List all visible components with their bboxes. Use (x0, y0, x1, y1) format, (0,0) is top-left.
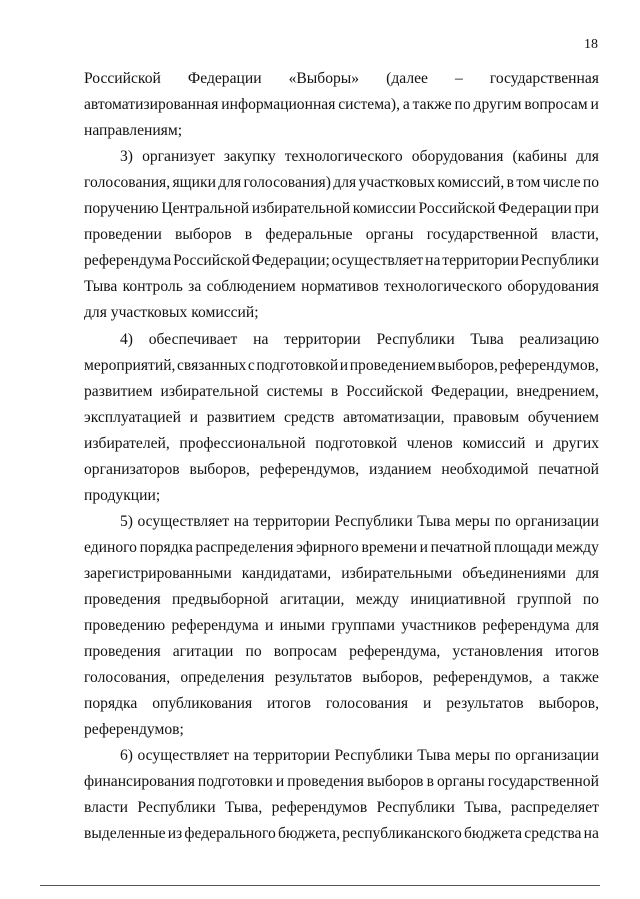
word: избирательной (160, 382, 259, 400)
word: подготовкой (256, 356, 339, 374)
word: Российской (173, 252, 250, 270)
word: Федерации (187, 70, 262, 87)
word: обучением (527, 408, 599, 426)
word: порядка (139, 538, 193, 556)
word: агитации (172, 643, 234, 661)
word: распределяет (510, 799, 599, 817)
word: референдумов (271, 799, 368, 817)
word: итогов (267, 695, 311, 713)
word: других (553, 434, 599, 452)
text-line (84, 435, 599, 453)
word: голосования, (84, 669, 171, 687)
word: итогов (555, 643, 599, 661)
text-line (120, 747, 599, 765)
word: «Выборы» (288, 70, 360, 87)
word: референдумов, (259, 460, 360, 478)
word: Республики (334, 747, 413, 765)
word: власти, (551, 226, 599, 244)
word: том (516, 174, 541, 192)
text-line (84, 357, 599, 375)
word: выборов, (189, 460, 250, 478)
word: голосования (325, 695, 409, 713)
word: нормативов (301, 278, 379, 296)
word: автоматизации, (343, 408, 445, 426)
word: мероприятий, (84, 356, 176, 374)
text-line (120, 331, 599, 349)
word: установления (452, 643, 543, 661)
word: печатной (430, 538, 492, 556)
word: числе (542, 174, 581, 192)
word: подготовки (197, 773, 273, 791)
word: Федерации, (430, 382, 509, 400)
word: определения (180, 669, 265, 687)
word: в (426, 773, 434, 791)
word: финансирования (84, 773, 195, 791)
word: референдума (482, 617, 570, 635)
word: власти (84, 799, 128, 817)
word: для (576, 148, 599, 166)
text-line (84, 799, 599, 817)
text-line (84, 487, 599, 505)
word: комиссии (352, 200, 416, 218)
word: технологического (284, 148, 403, 166)
word: организаторов (84, 460, 180, 478)
word: выборов, (362, 669, 423, 687)
word: Тыва (417, 747, 451, 765)
word: на (583, 825, 599, 843)
word: референдумов; (84, 721, 184, 739)
word: бюджета (463, 825, 523, 843)
word: Тыва, (464, 799, 502, 817)
word: и (422, 695, 432, 713)
word: выборов (367, 773, 424, 791)
word: осуществляет (137, 747, 230, 765)
text-line (84, 96, 599, 114)
page-number: 18 (584, 37, 598, 52)
word: 5) (120, 512, 133, 530)
word: из (167, 825, 183, 843)
word: членов (406, 434, 453, 452)
word: избирателей, (84, 434, 170, 452)
word: участковых (358, 174, 436, 192)
word: с (247, 356, 255, 374)
word: порядка (84, 695, 138, 713)
word: Тыва (470, 330, 504, 348)
word: выборов, (538, 695, 599, 713)
word: 4) (120, 330, 133, 348)
word: 3) (120, 148, 133, 166)
word: изданием (368, 460, 432, 478)
word: федерального (184, 825, 276, 843)
word: по (582, 591, 599, 608)
word: подготовкой (315, 434, 398, 452)
word: проведения (84, 643, 161, 661)
word: зарегистрированными (84, 564, 232, 582)
word: поручению (84, 200, 159, 218)
word: на (233, 747, 249, 765)
text-line (84, 200, 599, 218)
word: по (494, 747, 511, 765)
word: выборов (175, 226, 232, 244)
word: 6) (120, 747, 133, 765)
word: контроль (122, 278, 183, 296)
word: комиссий, (437, 174, 505, 192)
word: соблюдением (206, 278, 296, 296)
word: территории (442, 252, 519, 270)
word: технологического (384, 278, 503, 296)
text-line (84, 122, 599, 140)
word: организации (515, 747, 599, 765)
text-line (84, 669, 599, 687)
word: объединениями (462, 564, 566, 582)
text-line (84, 591, 599, 609)
word: избирательной (251, 200, 351, 218)
text-line (84, 643, 599, 661)
word: вопросам (273, 643, 338, 661)
word: (далее (386, 70, 428, 87)
word: необходимой (441, 460, 529, 478)
word: Республики (376, 330, 455, 348)
text-line (84, 695, 599, 713)
word: Федерации; (251, 252, 330, 270)
word: по (494, 512, 511, 530)
word: выделенные (84, 825, 166, 843)
text-line (84, 383, 599, 401)
word: печатной (538, 460, 599, 478)
word: участковых (110, 304, 188, 322)
word: за (188, 278, 202, 296)
word: Республики (137, 799, 216, 817)
word: в (244, 226, 253, 244)
word: государственной (487, 773, 599, 791)
word: проведения (84, 591, 161, 608)
word: государственная (489, 70, 599, 87)
word: (кабины (512, 148, 568, 166)
word: проведения (287, 773, 364, 791)
word: реализацию (519, 330, 599, 348)
word: Российской (346, 382, 424, 400)
word: организует (142, 148, 215, 166)
text-line (84, 539, 599, 557)
word: информационная (221, 96, 336, 114)
word: группами (331, 617, 395, 635)
text-line (84, 565, 599, 583)
word: Российской (418, 200, 496, 218)
word: площади (493, 538, 553, 556)
word: территории (284, 330, 361, 348)
word: Республики (520, 252, 599, 270)
word: для (333, 174, 357, 192)
word: референдума (171, 617, 259, 635)
word: связанных (177, 356, 247, 374)
word: территории (253, 747, 330, 765)
word: иными (279, 617, 326, 635)
word: система), (338, 96, 400, 114)
text-line (84, 825, 599, 843)
word: для (576, 617, 599, 635)
word: единого (84, 538, 137, 556)
word: территории (253, 512, 330, 530)
word: направлениям; (84, 122, 183, 140)
word: Республики (376, 799, 455, 817)
word: меры (455, 747, 491, 765)
text-line (84, 304, 599, 322)
word: эксплуатацией (84, 408, 181, 426)
word: профессиональной (179, 434, 306, 452)
text-line (120, 148, 599, 166)
word: внедрением, (516, 382, 599, 400)
word: на (233, 512, 249, 530)
word: комиссий (462, 434, 526, 452)
word: и (189, 408, 198, 426)
word: и (339, 356, 349, 374)
word: федеральные (265, 226, 353, 244)
word: инициативной (410, 591, 506, 608)
word: и (419, 538, 429, 556)
text-line (84, 252, 599, 270)
word: в (330, 382, 339, 400)
word: по (245, 643, 262, 661)
word: референдумов, (499, 356, 599, 374)
word: Российской (84, 70, 161, 87)
word: предвыборной (171, 591, 269, 608)
word: для (218, 174, 242, 192)
word: и (264, 617, 274, 635)
word: проведением (349, 356, 436, 374)
word: и (275, 773, 285, 791)
word: участников (401, 617, 477, 635)
word: органы (365, 226, 414, 244)
word: группой (516, 591, 572, 608)
word: для (576, 564, 599, 582)
word: проведении (84, 226, 162, 244)
word: результатов (274, 669, 353, 687)
word: агитации, (279, 591, 345, 608)
word: Федерации (498, 200, 572, 218)
word: развитием (84, 382, 153, 400)
word: обеспечивает (148, 330, 238, 348)
word: между (355, 591, 400, 608)
word: – (455, 70, 463, 87)
word: на (425, 252, 441, 270)
word: референдума (84, 252, 172, 270)
word: голосования, (84, 174, 171, 192)
word: средства (524, 825, 582, 843)
word: опубликования (152, 695, 253, 713)
word: комиссий; (191, 304, 259, 322)
word: осуществляет (137, 512, 230, 530)
word: для (84, 304, 107, 322)
word: также (412, 96, 452, 114)
text-line (84, 617, 599, 635)
word: голосования) (243, 174, 331, 192)
word: а (402, 96, 410, 114)
word: также (559, 669, 599, 687)
word: другим (473, 96, 522, 114)
word: и (535, 434, 544, 452)
word: между (555, 538, 599, 556)
word: Республики (334, 512, 413, 530)
text-line (84, 773, 599, 791)
word: при (574, 200, 599, 218)
word: Центральной (161, 200, 250, 218)
text-line (84, 278, 599, 296)
text-line (84, 226, 599, 244)
word: правовым (453, 408, 520, 426)
word: Тыва (84, 278, 118, 296)
word: проведению (84, 617, 166, 635)
bottom-rule (40, 885, 600, 886)
word: кандидатами, (241, 564, 332, 582)
word: и (590, 96, 599, 114)
word: выборов, (437, 356, 498, 374)
word: меры (455, 512, 491, 530)
word: оборудования (411, 148, 504, 166)
word: в (506, 174, 515, 192)
word: продукции; (84, 486, 161, 504)
word: системы (266, 382, 323, 400)
word: оборудования (507, 278, 599, 296)
text-line (120, 513, 599, 531)
text-line (84, 174, 599, 192)
word: автоматизированная (84, 96, 219, 114)
text-line (84, 461, 599, 479)
word: бюджета, (277, 825, 340, 843)
text-line (84, 721, 599, 739)
word: Тыва (417, 512, 451, 530)
word: Тыва, (225, 799, 263, 817)
word: распределения (195, 538, 294, 556)
word: избирательными (341, 564, 453, 582)
word: референдума, (349, 643, 441, 661)
word: организации (515, 512, 599, 530)
word: осуществляет (331, 252, 424, 270)
word: средств (283, 408, 335, 426)
word: закупку (223, 148, 276, 166)
text-line (84, 409, 599, 427)
word: времени (361, 538, 418, 556)
word: эфирного (296, 538, 359, 556)
word: на (253, 330, 269, 348)
text-line (84, 70, 599, 88)
word: органы (437, 773, 485, 791)
word: развитием (206, 408, 276, 426)
word: ящики (172, 174, 216, 192)
word: по (454, 96, 471, 114)
word: республиканского (342, 825, 462, 843)
word: референдумов, (433, 669, 533, 687)
word: а (542, 669, 550, 687)
word: по (582, 174, 599, 192)
word: государственной (426, 226, 538, 244)
word: результатов (446, 695, 524, 713)
word: вопросам (524, 96, 588, 114)
